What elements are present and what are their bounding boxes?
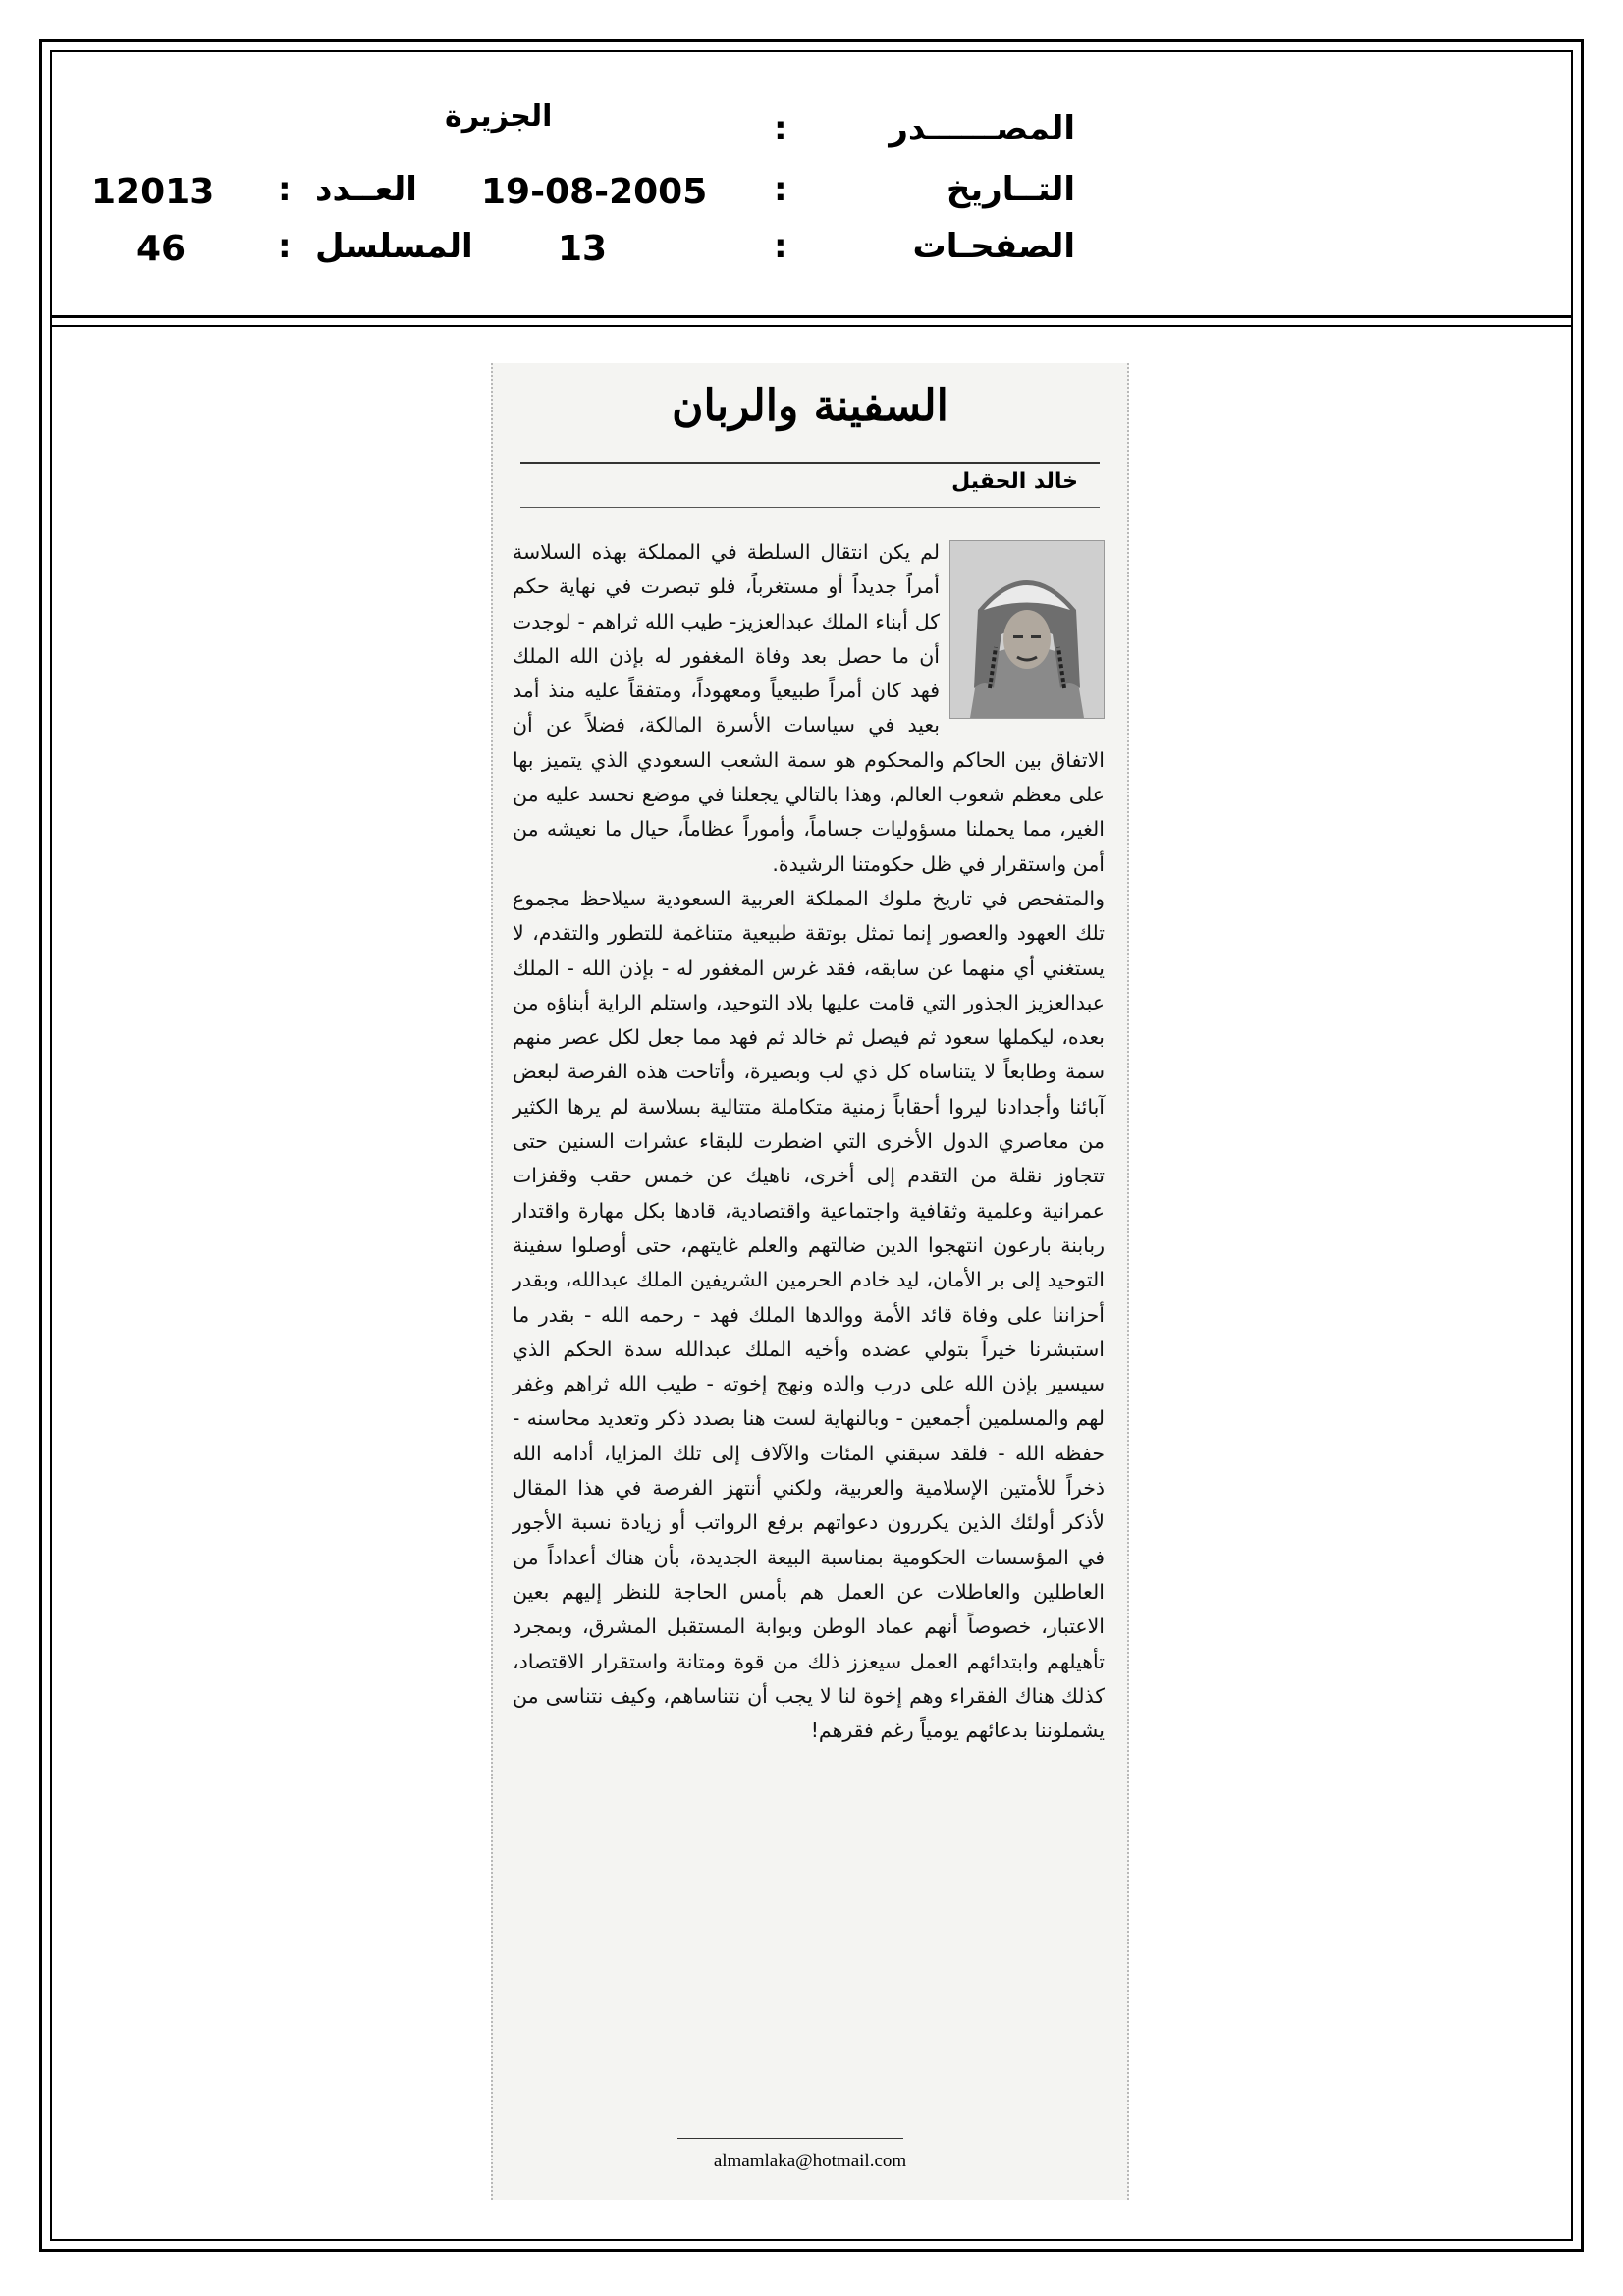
author-email: almamlaka@hotmail.com <box>713 2151 907 2171</box>
photo-spacer <box>940 535 1105 732</box>
serial-label: المسلسل <box>315 227 473 266</box>
date-value: 19-08-2005 <box>481 172 708 212</box>
issue-label: العــدد <box>315 170 417 209</box>
header-divider <box>50 315 1573 318</box>
author-rule-top <box>520 462 1100 464</box>
article-paragraph-2: والمتفحص في تاريخ ملوك المملكة العربية السعودية سيلاحظ مجموع تلك العهود والعصور إنما تمثل بوتقة طبيعية متناغمة للتطور والتقدم، لا يستغني أي منهما عن سابقه، فقد غرس المغفور له - بإذن الله - الملك عبدالعزيز الجذور التي قامت عليها بلاد التوحيد، واستلم الراية أبناؤه من بعده، ليكملها سعود ثم فيصل ثم خالد ثم فهد مما جعل لكل عصر منهم سمة وطابعاً لا يتناساه كل ذي لب وبصيرة، وأتاحت هذه الفرصة لبعض آبائنا وأجدادنا ليروا أحقاباً زمنية متكاملة متتالية بسلاسة لم يرها الكثير من معاصري الدول الأخرى التي اضطرت للبقاء عشرات السنين حتى تتجاوز نقلة من التقدم إلى أخرى، ناهيك عن خمس حقب وقفزات عمرانية وعلمية وثقافية واجتماعية واقتصادية، قادها بكل مهارة واقتدار ربابنة بارعون انتهجوا الدين ضالتهم والعلم غايتهم، حتى أوصلوا سفينة التوحيد إلى بر الأمان، ليد خادم الحرمين الشريفين الملك عبدالله، وبقدر أحزاننا على وفاة قائد الأمة ووالدها الملك فهد - رحمه الله - بقدر ما استبشرنا خيراً بتولي عضده وأخيه الملك عبدالله سدة الحكم الذي سيسير بإذن الله على درب والده ونهج إخوته - طيب الله ثراهم وغفر لهم والمسلمين أجمعين - وبالنهاية لست هنا بصدد ذكر وتعديد محاسنه - حفظه الله - فلقد سبقني المئات والآلاف إلى تلك المزايا، أدامه الله ذخراً للأمتين الإسلامية والعربية، ولكني أنتهز الفرصة في هذا المقال لأذكر أولئك الذين يكررون دعواتهم برفع الرواتب أو زيادة نسبة الأجور في المؤسسات الحكومية بمناسبة البيعة الجديدة، بأن هناك أعداداً من العاطلين والعاطلات عن العمل هم بأمس الحاجة للنظر إليهم بعين الاعتبار، خصوصاً أنهم عماد الوطن وبوابة المستقبل المشرق، وبمجرد تأهيلهم وابتدائهم العمل سيعزز ذلك من قوة ومتانة واستقرار الاقتصاد، كذلك هناك الفقراء وهم إخوة لنا لا يجب أن نتناساهم، وكيف نتناسى من يشملوننا بدعائهم يومياً رغم فقرهم! <box>513 886 1105 1743</box>
pages-colon: : <box>774 227 787 266</box>
clipping-edge-right <box>1127 363 1129 2200</box>
header-divider-inner <box>50 325 1573 327</box>
source-colon: : <box>774 109 787 148</box>
pages-label: الصفحـات <box>912 227 1075 266</box>
pages-value: 13 <box>558 229 608 269</box>
article-title: السفينة والربان <box>672 381 948 431</box>
newspaper-clipping <box>491 363 1129 2200</box>
signature-rule <box>677 2138 903 2139</box>
date-colon: : <box>774 170 787 209</box>
serial-colon: : <box>278 227 292 266</box>
issue-colon: : <box>278 170 292 209</box>
article-paragraph-1: لم يكن انتقال السلطة في المملكة بهذه السلاسة أمراً جديداً أو مستغرباً، فلو تبصرت في نهاية حكم كل أبناء الملك عبدالعزيز- طيب الله ثراهم - لوجدت أن ما حصل بعد وفاة المغفور له بإذن الله الملك فهد كان أمراً طبيعياً ومعهوداً، ومتفقاً عليه منذ أمد بعيد في سياسات الأسرة المالكة، فضلاً عن أن الاتفاق بين الحاكم والمحكوم هو سمة الشعب السعودي الذي يتميز بها على معظم شعوب العالم، وهذا بالتالي يجعلنا في موضع نحسد عليه من الغير، مما يحملنا مسؤوليات جساماً، وأموراً عظاماً، حيال ما نعيشه من أمن واستقرار في ظل حكومتنا الرشيدة. <box>513 540 1105 876</box>
date-label: التــاريخ <box>946 170 1075 209</box>
issue-value: 12013 <box>91 172 215 212</box>
source-value: الجزيرة <box>445 99 553 134</box>
article-author: خالد الحقيل <box>951 469 1078 494</box>
article-body <box>513 535 1105 1748</box>
clipping-edge-left <box>491 363 493 2200</box>
source-label: المصــــــدر <box>889 109 1075 148</box>
serial-value: 46 <box>136 229 187 269</box>
author-rule-bottom <box>520 507 1100 508</box>
